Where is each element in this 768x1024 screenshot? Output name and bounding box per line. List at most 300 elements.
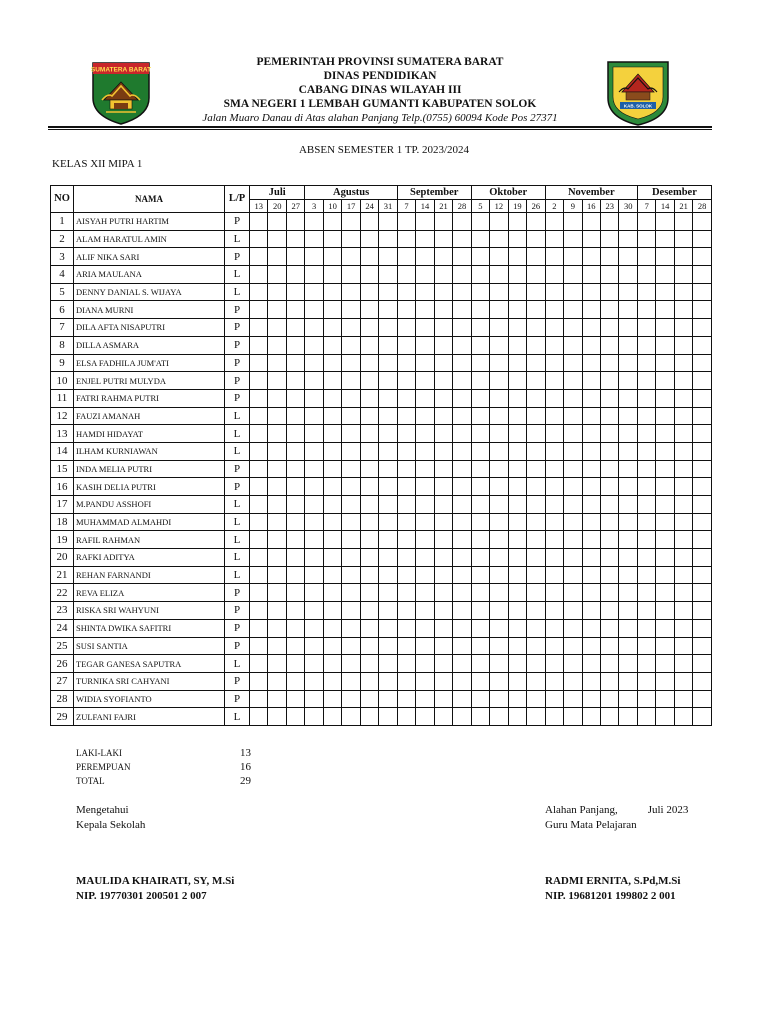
attendance-cell — [656, 655, 674, 673]
attendance-cell — [471, 690, 489, 708]
attendance-cell — [637, 213, 655, 231]
attendance-cell — [323, 248, 341, 266]
attendance-cell — [637, 372, 655, 390]
attendance-cell — [360, 442, 378, 460]
attendance-cell — [342, 478, 360, 496]
attendance-cell — [674, 566, 692, 584]
attendance-cell — [397, 372, 415, 390]
attendance-cell — [305, 230, 323, 248]
attendance-cell — [323, 460, 341, 478]
student-name: KASIH DELIA PUTRI — [74, 478, 225, 496]
attendance-cell — [434, 248, 452, 266]
attendance-cell — [582, 248, 600, 266]
attendance-cell — [416, 389, 434, 407]
attendance-cell — [268, 213, 286, 231]
attendance-cell — [508, 319, 526, 337]
attendance-cell — [619, 637, 637, 655]
student-name: TEGAR GANESA SAPUTRA — [74, 655, 225, 673]
attendance-cell — [564, 637, 582, 655]
attendance-cell — [545, 389, 563, 407]
attendance-cell — [527, 496, 546, 514]
attendance-cell — [360, 319, 378, 337]
attendance-cell — [637, 336, 655, 354]
attendance-cell — [342, 513, 360, 531]
attendance-cell — [656, 266, 674, 284]
attendance-cell — [545, 425, 563, 443]
attendance-cell — [582, 407, 600, 425]
attendance-cell — [674, 513, 692, 531]
date-header: 16 — [582, 200, 600, 213]
table-row — [51, 566, 712, 584]
attendance-cell — [674, 283, 692, 301]
attendance-cell — [508, 389, 526, 407]
attendance-cell — [637, 513, 655, 531]
student-gender: P — [225, 301, 250, 319]
attendance-cell — [360, 248, 378, 266]
attendance-cell — [323, 655, 341, 673]
attendance-cell — [656, 230, 674, 248]
student-name: ALIF NIKA SARI — [74, 248, 225, 266]
student-number: 23 — [51, 602, 74, 620]
attendance-cell — [527, 354, 546, 372]
attendance-cell — [305, 602, 323, 620]
attendance-cell — [397, 513, 415, 531]
attendance-cell — [434, 655, 452, 673]
date-header: 21 — [434, 200, 452, 213]
attendance-cell — [416, 460, 434, 478]
attendance-cell — [490, 283, 508, 301]
attendance-cell — [527, 389, 546, 407]
student-gender: L — [225, 407, 250, 425]
attendance-cell — [453, 442, 472, 460]
attendance-cell — [416, 407, 434, 425]
student-name: ELSA FADHILA JUM'ATI — [74, 354, 225, 372]
attendance-cell — [471, 213, 489, 231]
attendance-cell — [286, 389, 305, 407]
attendance-cell — [564, 354, 582, 372]
attendance-cell — [601, 566, 619, 584]
attendance-cell — [674, 584, 692, 602]
attendance-cell — [305, 513, 323, 531]
student-gender: L — [225, 513, 250, 531]
table-row — [51, 549, 712, 567]
attendance-cell — [601, 407, 619, 425]
student-number: 20 — [51, 549, 74, 567]
attendance-cell — [490, 248, 508, 266]
attendance-cell — [471, 496, 489, 514]
attendance-cell — [268, 283, 286, 301]
attendance-cell — [601, 354, 619, 372]
attendance-cell — [286, 584, 305, 602]
attendance-cell — [564, 549, 582, 567]
attendance-cell — [250, 389, 268, 407]
attendance-cell — [268, 230, 286, 248]
date-header: 21 — [674, 200, 692, 213]
attendance-cell — [527, 283, 546, 301]
attendance-cell — [656, 425, 674, 443]
student-number: 4 — [51, 266, 74, 284]
attendance-cell — [360, 584, 378, 602]
attendance-cell — [619, 478, 637, 496]
attendance-cell — [250, 460, 268, 478]
attendance-cell — [601, 637, 619, 655]
attendance-cell — [397, 425, 415, 443]
attendance-cell — [601, 672, 619, 690]
attendance-cell — [601, 283, 619, 301]
attendance-cell — [471, 478, 489, 496]
attendance-cell — [416, 602, 434, 620]
attendance-cell — [379, 336, 397, 354]
attendance-cell — [268, 513, 286, 531]
attendance-cell — [490, 637, 508, 655]
attendance-cell — [416, 531, 434, 549]
student-number: 2 — [51, 230, 74, 248]
attendance-cell — [305, 672, 323, 690]
student-number: 13 — [51, 425, 74, 443]
attendance-cell — [342, 566, 360, 584]
month-header: Agustus — [305, 186, 397, 200]
attendance-cell — [527, 566, 546, 584]
attendance-cell — [527, 584, 546, 602]
table-row — [51, 619, 712, 637]
attendance-cell — [674, 549, 692, 567]
attendance-cell — [379, 460, 397, 478]
attendance-cell — [637, 283, 655, 301]
attendance-cell — [601, 460, 619, 478]
date-header: 28 — [453, 200, 472, 213]
attendance-cell — [250, 566, 268, 584]
student-number: 15 — [51, 460, 74, 478]
attendance-cell — [656, 584, 674, 602]
attendance-cell — [508, 230, 526, 248]
attendance-cell — [619, 407, 637, 425]
attendance-cell — [601, 301, 619, 319]
attendance-cell — [619, 230, 637, 248]
attendance-cell — [674, 266, 692, 284]
attendance-cell — [693, 655, 712, 673]
male-label: LAKI-LAKI — [76, 748, 122, 758]
teacher-nip: NIP. 19681201 199802 2 001 — [545, 890, 676, 902]
attendance-cell — [342, 319, 360, 337]
student-name: SUSI SANTIA — [74, 637, 225, 655]
attendance-cell — [527, 336, 546, 354]
attendance-cell — [564, 283, 582, 301]
attendance-cell — [360, 407, 378, 425]
student-number: 16 — [51, 478, 74, 496]
attendance-cell — [379, 301, 397, 319]
attendance-cell — [471, 319, 489, 337]
attendance-cell — [582, 230, 600, 248]
date-header: 9 — [564, 200, 582, 213]
attendance-cell — [268, 690, 286, 708]
attendance-cell — [508, 283, 526, 301]
total-count: 29 — [240, 775, 251, 787]
student-number: 9 — [51, 354, 74, 372]
student-gender: P — [225, 248, 250, 266]
attendance-cell — [508, 266, 526, 284]
attendance-cell — [342, 708, 360, 726]
student-number: 25 — [51, 637, 74, 655]
table-row — [51, 496, 712, 514]
attendance-cell — [471, 708, 489, 726]
attendance-cell — [637, 389, 655, 407]
attendance-cell — [397, 460, 415, 478]
attendance-cell — [545, 531, 563, 549]
attendance-cell — [379, 602, 397, 620]
attendance-cell — [656, 407, 674, 425]
attendance-cell — [453, 637, 472, 655]
attendance-cell — [286, 213, 305, 231]
student-name: SHINTA DWIKA SAFITRI — [74, 619, 225, 637]
attendance-cell — [527, 460, 546, 478]
attendance-cell — [342, 213, 360, 231]
attendance-cell — [564, 372, 582, 390]
attendance-cell — [545, 478, 563, 496]
attendance-cell — [674, 460, 692, 478]
attendance-cell — [656, 672, 674, 690]
attendance-cell — [619, 531, 637, 549]
attendance-cell — [564, 407, 582, 425]
attendance-cell — [637, 619, 655, 637]
attendance-table — [50, 185, 712, 726]
table-row — [51, 672, 712, 690]
attendance-cell — [397, 531, 415, 549]
attendance-cell — [268, 319, 286, 337]
student-gender: P — [225, 637, 250, 655]
attendance-cell — [619, 619, 637, 637]
attendance-cell — [305, 584, 323, 602]
student-gender: L — [225, 283, 250, 301]
attendance-cell — [601, 708, 619, 726]
attendance-cell — [360, 301, 378, 319]
attendance-cell — [508, 566, 526, 584]
attendance-cell — [323, 708, 341, 726]
attendance-cell — [527, 442, 546, 460]
attendance-cell — [582, 442, 600, 460]
attendance-cell — [545, 248, 563, 266]
date-header: 2 — [545, 200, 563, 213]
student-gender: P — [225, 672, 250, 690]
attendance-cell — [527, 301, 546, 319]
date-header: 5 — [471, 200, 489, 213]
attendance-cell — [453, 531, 472, 549]
student-gender: P — [225, 584, 250, 602]
attendance-cell — [453, 248, 472, 266]
student-gender: P — [225, 602, 250, 620]
attendance-cell — [471, 407, 489, 425]
attendance-cell — [527, 531, 546, 549]
attendance-cell — [693, 354, 712, 372]
attendance-cell — [434, 442, 452, 460]
attendance-cell — [637, 301, 655, 319]
column-header-gender: L/P — [225, 186, 250, 213]
attendance-cell — [453, 319, 472, 337]
table-row — [51, 690, 712, 708]
attendance-cell — [527, 708, 546, 726]
attendance-cell — [305, 637, 323, 655]
attendance-cell — [434, 354, 452, 372]
attendance-cell — [564, 230, 582, 248]
attendance-cell — [637, 230, 655, 248]
attendance-cell — [564, 566, 582, 584]
date-header: 31 — [379, 200, 397, 213]
attendance-cell — [601, 478, 619, 496]
attendance-cell — [379, 584, 397, 602]
attendance-cell — [545, 442, 563, 460]
attendance-cell — [601, 248, 619, 266]
attendance-cell — [656, 619, 674, 637]
student-number: 29 — [51, 708, 74, 726]
attendance-cell — [397, 230, 415, 248]
letterhead-address: Jalan Muaro Danau di Atas alahan Panjang Telp.(0755) 60094 Kode Pos 27371 — [202, 112, 558, 124]
attendance-cell — [416, 619, 434, 637]
attendance-cell — [342, 496, 360, 514]
attendance-cell — [250, 655, 268, 673]
attendance-cell — [268, 672, 286, 690]
student-name: RISKA SRI WAHYUNI — [74, 602, 225, 620]
province-logo-text: SUMATERA BARAT — [90, 66, 152, 74]
attendance-cell — [323, 566, 341, 584]
column-header-name: NAMA — [74, 186, 225, 213]
attendance-cell — [490, 354, 508, 372]
attendance-cell — [637, 690, 655, 708]
attendance-cell — [416, 655, 434, 673]
attendance-cell — [305, 566, 323, 584]
attendance-cell — [674, 531, 692, 549]
attendance-cell — [416, 672, 434, 690]
attendance-cell — [490, 213, 508, 231]
attendance-cell — [693, 478, 712, 496]
attendance-cell — [286, 442, 305, 460]
attendance-cell — [286, 513, 305, 531]
attendance-cell — [601, 602, 619, 620]
attendance-cell — [564, 602, 582, 620]
attendance-cell — [323, 619, 341, 637]
attendance-cell — [305, 319, 323, 337]
attendance-cell — [323, 389, 341, 407]
attendance-cell — [619, 213, 637, 231]
attendance-cell — [693, 248, 712, 266]
attendance-cell — [342, 248, 360, 266]
attendance-cell — [323, 336, 341, 354]
attendance-cell — [656, 372, 674, 390]
document-title: ABSEN SEMESTER 1 TP. 2023/2024 — [298, 144, 470, 156]
attendance-cell — [693, 460, 712, 478]
attendance-cell — [545, 602, 563, 620]
attendance-cell — [693, 336, 712, 354]
attendance-cell — [342, 549, 360, 567]
attendance-cell — [545, 336, 563, 354]
attendance-cell — [508, 478, 526, 496]
attendance-cell — [545, 372, 563, 390]
attendance-cell — [582, 283, 600, 301]
attendance-cell — [453, 230, 472, 248]
attendance-cell — [286, 460, 305, 478]
attendance-cell — [416, 230, 434, 248]
month-header: Juli — [250, 186, 305, 200]
attendance-cell — [637, 442, 655, 460]
letterhead-line-1: PEMERINTAH PROVINSI SUMATERA BARAT — [256, 56, 504, 68]
attendance-cell — [286, 496, 305, 514]
attendance-cell — [379, 619, 397, 637]
attendance-cell — [619, 354, 637, 372]
attendance-cell — [360, 708, 378, 726]
student-name: REVA ELIZA — [74, 584, 225, 602]
table-row — [51, 248, 712, 266]
date-header: 26 — [527, 200, 546, 213]
attendance-cell — [250, 513, 268, 531]
attendance-cell — [545, 549, 563, 567]
attendance-cell — [268, 389, 286, 407]
attendance-cell — [416, 637, 434, 655]
teacher-name: RADMI ERNITA, S.Pd,M.Si — [545, 875, 681, 887]
student-gender: L — [225, 655, 250, 673]
attendance-cell — [286, 602, 305, 620]
attendance-cell — [471, 619, 489, 637]
attendance-cell — [250, 496, 268, 514]
attendance-cell — [379, 213, 397, 231]
attendance-cell — [508, 619, 526, 637]
attendance-cell — [416, 213, 434, 231]
table-row — [51, 301, 712, 319]
attendance-cell — [250, 354, 268, 372]
attendance-cell — [305, 531, 323, 549]
attendance-cell — [286, 566, 305, 584]
letterhead-school-name: SMA NEGERI 1 LEMBAH GUMANTI KABUPATEN SOLOK — [223, 98, 537, 110]
student-number: 10 — [51, 372, 74, 390]
student-number: 26 — [51, 655, 74, 673]
attendance-cell — [250, 619, 268, 637]
attendance-cell — [619, 496, 637, 514]
attendance-cell — [619, 248, 637, 266]
table-row — [51, 389, 712, 407]
attendance-cell — [471, 248, 489, 266]
attendance-cell — [342, 460, 360, 478]
student-number: 7 — [51, 319, 74, 337]
attendance-cell — [434, 566, 452, 584]
attendance-cell — [453, 496, 472, 514]
attendance-cell — [637, 425, 655, 443]
attendance-cell — [397, 619, 415, 637]
attendance-cell — [434, 319, 452, 337]
attendance-cell — [601, 513, 619, 531]
date-header: 20 — [268, 200, 286, 213]
attendance-cell — [323, 513, 341, 531]
table-row — [51, 708, 712, 726]
attendance-cell — [342, 301, 360, 319]
attendance-cell — [250, 478, 268, 496]
date-header: 24 — [360, 200, 378, 213]
attendance-cell — [656, 637, 674, 655]
attendance-cell — [564, 460, 582, 478]
attendance-cell — [434, 372, 452, 390]
attendance-cell — [323, 584, 341, 602]
table-row — [51, 442, 712, 460]
student-gender: L — [225, 708, 250, 726]
attendance-cell — [250, 372, 268, 390]
attendance-cell — [637, 354, 655, 372]
table-row — [51, 213, 712, 231]
attendance-cell — [416, 248, 434, 266]
attendance-cell — [323, 672, 341, 690]
attendance-cell — [545, 566, 563, 584]
attendance-cell — [286, 478, 305, 496]
attendance-cell — [508, 336, 526, 354]
attendance-cell — [268, 549, 286, 567]
student-name: DENNY DANIAL S. WIJAYA — [74, 283, 225, 301]
attendance-cell — [453, 460, 472, 478]
attendance-cell — [268, 602, 286, 620]
